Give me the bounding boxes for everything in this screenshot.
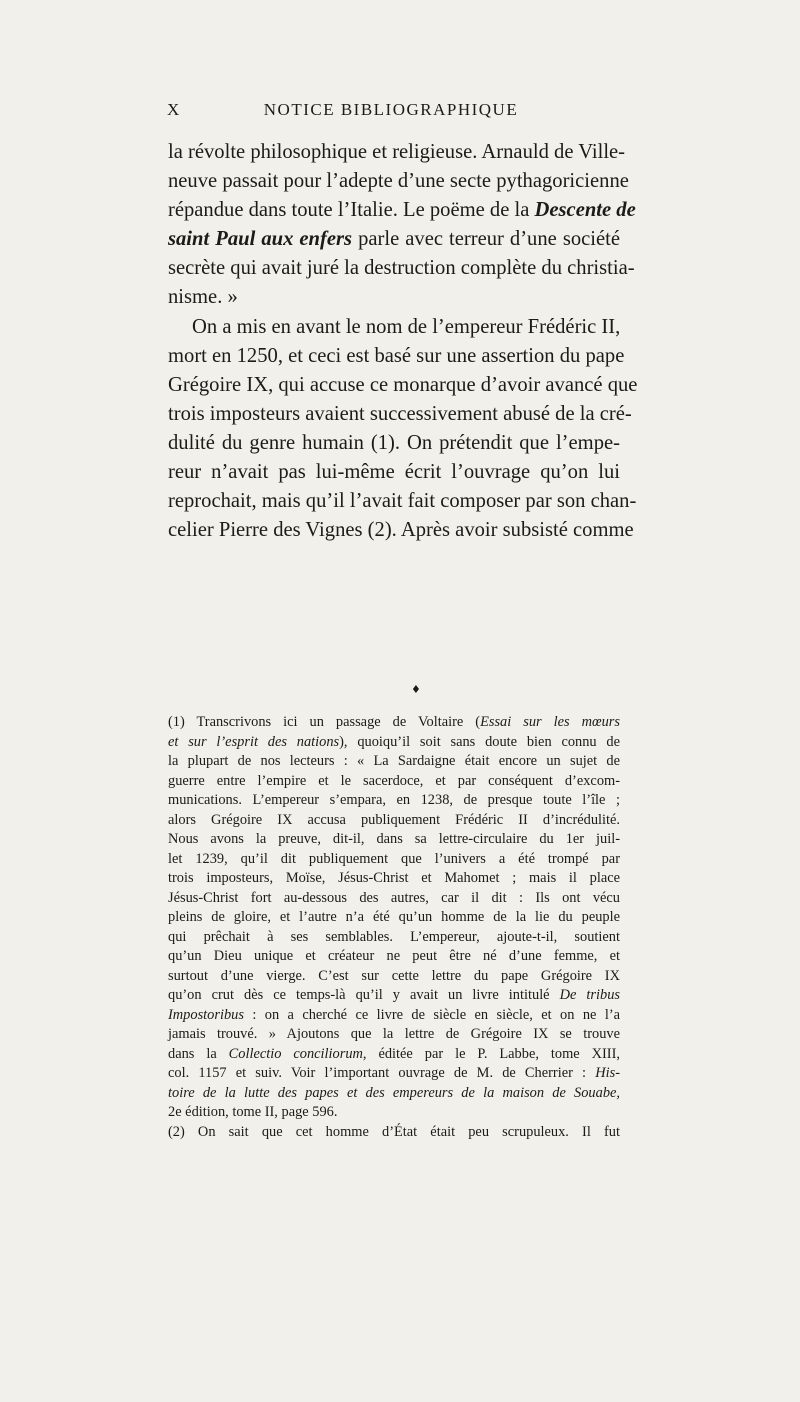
text-line: reprochait, mais qu’il l’avait fait composer par son chan-: [168, 490, 637, 513]
footnote-line: (2) On sait que cet homme d’État était peu scrupuleux. Il fut: [168, 1123, 620, 1140]
text-run: qu’on crut dès ce temps-là qu’il y avait un livre intitulé: [168, 987, 560, 1003]
text-line: trois imposteurs avaient successivement abusé de la cré-: [168, 402, 632, 425]
footnote-line: [168, 986, 620, 1006]
text-line: mort en 1250, et ceci est basé sur une assertion du pape: [168, 344, 625, 367]
text-run: dans la: [168, 1045, 229, 1062]
work-title: Descente de: [534, 199, 636, 222]
text-run: , éditée par le P. Labbe, tome XIII,: [362, 1045, 620, 1062]
running-head: [167, 100, 615, 124]
work-title: Collectio conciliorum: [228, 1045, 363, 1062]
footnote-line: 2e édition, tome II, page 596.: [168, 1104, 338, 1120]
text-line: [168, 196, 636, 225]
work-title: Impostoribus: [168, 1006, 244, 1023]
text-line: Grégoire IX, qui accuse ce monarque d’avoir avancé que: [168, 373, 638, 396]
text-line: la révolte philosophique et religieuse. Arnauld de Ville-: [168, 141, 626, 163]
footnote-line: let 1239, qu’il dit publiquement que l’univers a été trompé par: [168, 850, 620, 867]
text-line: nisme. »: [168, 286, 238, 309]
footnote-line: alors Grégoire IX accusa publiquement Frédéric II d’incrédulité.: [168, 811, 620, 828]
text-run: parle avec terreur d’une société: [352, 228, 621, 251]
footnote-line: toire de la lutte des papes et des empereurs de la maison de Souabe,: [168, 1084, 620, 1101]
footnote-line: jamais trouvé. » Ajoutons que la lettre de Grégoire IX se trouve: [168, 1026, 620, 1042]
running-title: NOTICE BIBLIOGRAPHIQUE: [263, 100, 519, 119]
text-run: ), quoiqu’il soit sans doute bien connu de: [339, 733, 620, 750]
footnote-line: surtout d’une vierge. C’est sur cette lettre du pape Grégoire IX: [168, 967, 620, 984]
text-line: celier Pierre des Vignes (2). Après avoir subsisté comme: [168, 519, 634, 542]
footnote-line: pleins de gloire, et l’autre n’a été qu’un homme de la lie du peuple: [168, 909, 620, 925]
main-text: [168, 138, 638, 545]
text-run: répandue dans toute l’Italie. Le poëme de la: [168, 199, 535, 222]
footnote-line: munications. L’empereur s’empara, en 1238, de presque toute l’île ;: [168, 792, 620, 808]
footnote-line: qui prêchait à ses semblables. L’empereur, ajoute-t-il, soutient: [168, 928, 620, 945]
footnote-line: [168, 1064, 620, 1084]
footnote-line: [168, 1045, 620, 1065]
footnote-line: Nous avons la preuve, dit-il, dans sa lettre-circulaire du 1er juil-: [168, 831, 620, 847]
footnote-line: Jésus-Christ fort au-dessous des autres, car il dit : Ils ont vécu: [168, 889, 620, 906]
footnote-line: guerre entre l’empire et le sacerdoce, et par conséquent d’excom-: [168, 772, 620, 789]
footnote-line: qu’un Dieu unique et créateur ne peut être né d’une femme, et: [168, 948, 620, 964]
printer-mark: ♦: [411, 683, 421, 696]
text-run: (1) Transcrivons ici un passage de Voltaire (: [168, 714, 481, 730]
work-title: et sur l’esprit des nations: [168, 733, 340, 750]
text-line: On a mis en avant le nom de l’empereur Frédéric II,: [192, 315, 621, 338]
page-number: X: [167, 100, 181, 119]
work-title: His-: [595, 1065, 620, 1081]
work-title: Essai sur les mœurs: [480, 714, 621, 730]
footnote-line: [168, 1006, 620, 1026]
text-line: dulité du genre humain (1). On prétendit que l’empe-: [168, 431, 620, 454]
footnote-line: [168, 733, 620, 753]
footnote-line: trois imposteurs, Moïse, Jésus-Christ et Mahomet ; mais il place: [168, 870, 620, 886]
text-run: : on a cherché ce livre de siècle en siècle, et on ne l’a: [243, 1006, 620, 1023]
text-run: col. 1157 et suiv. Voir l’important ouvrage de M. de Cherrier :: [168, 1065, 596, 1081]
footnote-line: [168, 713, 620, 733]
text-line: neuve passait pour l’adepte d’une secte pythagoricienne: [168, 170, 629, 193]
work-title: saint Paul aux enfers: [168, 228, 353, 251]
work-title: De tribus: [559, 987, 621, 1003]
text-line: secrète qui avait juré la destruction complète du christia-: [168, 257, 635, 280]
footnotes: [168, 713, 620, 1142]
footnote-line: la plupart de nos lecteurs : « La Sardaigne était encore un sujet de: [168, 753, 620, 769]
text-line: [168, 225, 620, 254]
text-line: reur n’avait pas lui-même écrit l’ouvrage qu’on lui: [168, 461, 620, 484]
